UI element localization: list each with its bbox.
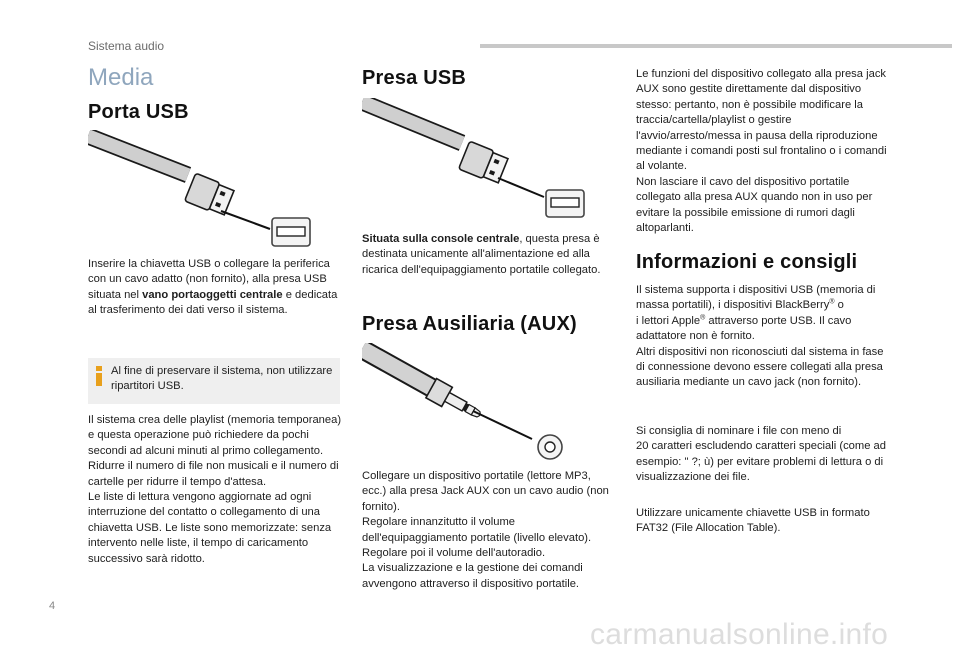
col3-paragraph-fat32: Utilizzare unicamente chiavette USB in formato FAT32 (File Allocation Table).: [636, 507, 870, 535]
col1-p1-text-end: e dedicata al trasferimento dei dati verso il sistema.: [88, 288, 338, 317]
col1-p1-text: Inserire la chiavetta USB o collegare la periferica con un cavo adatto (non fornito), alla presa USB situata nel: [88, 258, 330, 301]
col2-paragraph-aux: Collegare un dispositivo portatile (lettore MP3, ecc.) alla presa Jack AUX con un cavo audio (non fornito). Regolare innanzitutto il volume dell'equipaggiamento portatile (livello elevato). Regolare poi il volume dell'autoradio. La visualizzazione e la gestione dei comandi avvengono attraverso il dispositivo portatile.: [362, 470, 609, 590]
col2-p1-text: , questa presa è destinata unicamente all'alimentazione ed alla ricarica dell'equipaggiamento portatile collegato.: [362, 233, 601, 276]
col2-p1-bold: Situata sulla console centrale: [362, 233, 520, 245]
col1-paragraph-insert: [88, 257, 344, 319]
col3-p2-text-a: Il sistema supporta i dispositivi USB (memoria di massa portatili), i dispositivi BlackBerry: [636, 284, 876, 312]
page-number: 4: [49, 600, 56, 612]
col3-paragraph-aux-functions: Le funzioni del dispositivo collegato alla presa jack AUX sono gestite direttamente dal dispositivo stesso: pertanto, non è possibile modificare la traccia/cartella/playlist o gestire l'avvio/arresto/messa in pausa della riproduzione mediante i comandi posti sul frontalino o i comandi al volante. Non lasciare il cavo del dispositivo portatile collegato alla presa AUX quando non in uso per evitare la possibile emissione di rumori dagli altoparlanti.: [636, 68, 887, 235]
col3-p2-text-c: attraverso porte USB. Il cavo adattatore non è fornito. Altri dispositivi non riconosciuti dal sistema in fase di connessione devono essere collegati alla presa ausiliaria mediante un cavo jack (non fornito).: [636, 314, 884, 389]
usb-port-illustration: [88, 130, 320, 248]
registered-mark: ®: [829, 298, 835, 306]
aux-jack-illustration: [362, 343, 574, 461]
registered-mark: ®: [700, 314, 706, 322]
watermark-text: carmanualsonline.info: [590, 618, 889, 651]
header-divider-bar: [480, 44, 952, 48]
usb-cable-icon: [362, 102, 509, 185]
usb-socket-illustration: [362, 98, 594, 220]
col1-paragraph-playlist: Il sistema crea delle playlist (memoria temporanea) e questa operazione può richiedere da pochi secondi ad alcuni minuti al primo collegamento. Ridurre il numero di file non musicali e il numero di cartelle per ridurre il tempo d'attesa. Le liste di lettura vengono aggiornate ad ogni interruzione del contatto o collegamento di una chiavetta USB. Le liste sono memorizzate: senza intervento nelle liste, il tempo di caricamento successivo sarà ridotto.: [88, 414, 342, 565]
usb-socket-icon: [546, 190, 584, 217]
section-header-label: Sistema audio: [88, 39, 165, 53]
note-text: Al fine di preservare il sistema, non utilizzare ripartitori USB.: [111, 365, 333, 393]
info-icon: [94, 366, 104, 391]
heading-porta-usb: Porta USB: [88, 101, 189, 123]
aux-socket-icon: [538, 435, 562, 459]
usb-socket-icon: [272, 218, 310, 246]
page-title: Media: [88, 64, 154, 91]
heading-presa-usb: Presa USB: [362, 67, 467, 89]
col2-paragraph-usb: [362, 232, 612, 278]
heading-presa-aux: Presa Ausiliaria (AUX): [362, 313, 577, 335]
col3-paragraph-supported-devices: [636, 283, 888, 391]
col3-p2-text-b: o i lettori Apple: [636, 299, 844, 327]
heading-informazioni-consigli: Informazioni e consigli: [636, 251, 858, 273]
col3-paragraph-filenames: Si consiglia di nominare i file con meno di 20 caratteri escludendo caratteri speciali (come ad esempio: " ?; ù) per evitare problemi di lettura o di visualizzazione dei file.: [636, 425, 886, 484]
aux-jack-icon: [362, 349, 485, 425]
col1-p1-bold: vano portaoggetti centrale: [142, 288, 283, 301]
usb-cable-icon: [88, 136, 235, 217]
